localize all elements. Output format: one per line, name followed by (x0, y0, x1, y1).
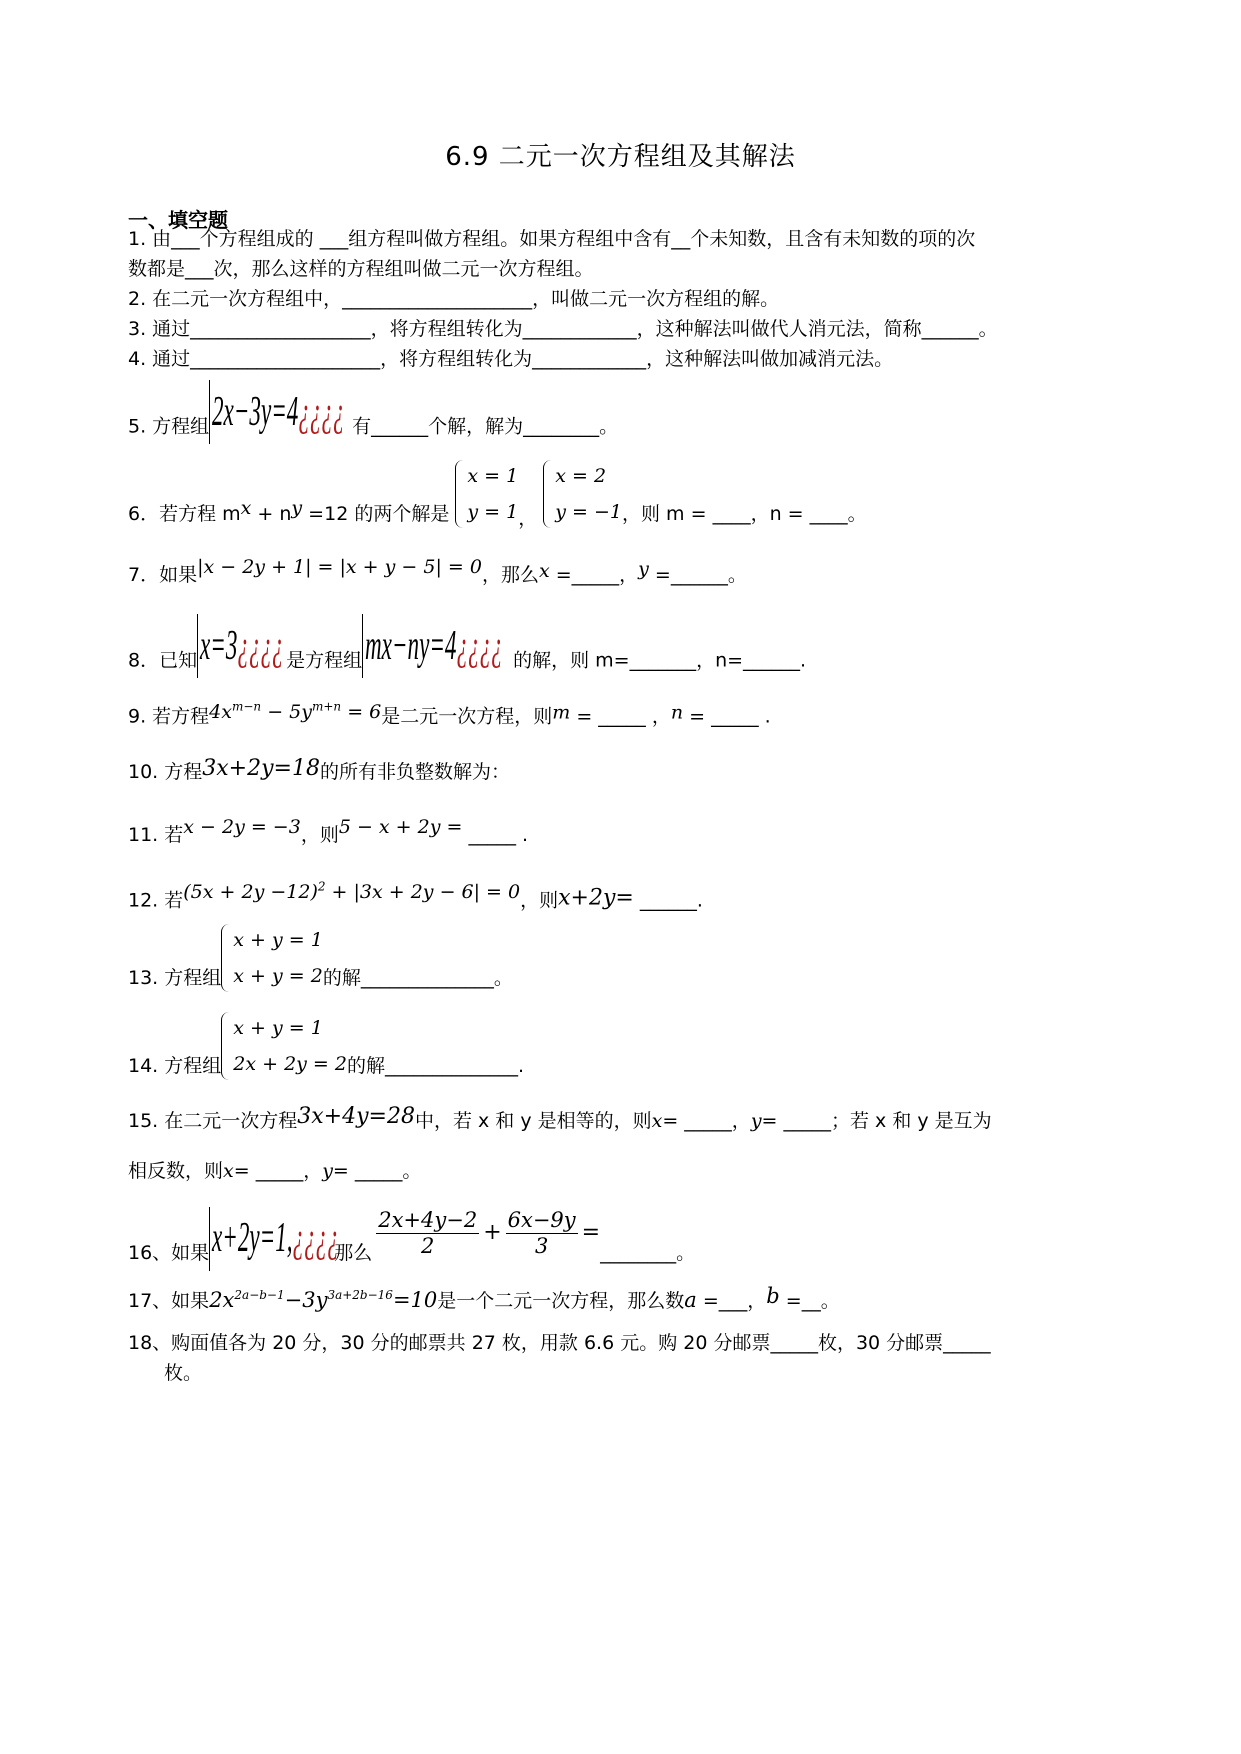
question-13-system: x + y = 1 x + y = 2 (221, 922, 323, 994)
question-3: 3. 通过___________________，将方程组转化为____________，这种解法叫做代人消元法，简称______。 (128, 318, 998, 340)
question-17: 17、如果$2x^{2a-b-1}-3y^{3a+2b-16}=10$是一个二元一次方程，那么数a =___，b =__。 (128, 1284, 840, 1312)
brace-icon (455, 460, 464, 528)
question-4: 4. 通过____________________，将方程组转化为____________，这种解法叫做加减消元法。 (128, 348, 894, 370)
question-5-suffix: 有______个解，解为________。 (352, 415, 619, 438)
question-6: 6．若方程 mx + ny =12 的两个解是 x = 1 y = 1 ， x = 2 y = −1 ，则 m = ____，n = ____。 (128, 458, 867, 530)
question-10-equation: 3x+2y=18 (202, 756, 320, 781)
question-16-equation: x+2y=1,¿¿¿¿ (212, 1215, 339, 1262)
question-2: 2. 在二元一次方程组中，____________________，叫做二元一次方程组的解。 (128, 288, 780, 310)
question-6-prefix: 6．若方程 mx + ny =12 的两个解是 (128, 497, 450, 526)
question-13: 13. 方程组 x + y = 1 x + y = 2 的解______________。 (128, 922, 513, 994)
question-8-equation-2: mx−ny=4¿¿¿¿ (365, 622, 503, 669)
question-9: 9. 若方程$4x^{m-n} - 5y^{m+n} = 6$是二元一次方程，则m = _____ ，n = _____ . (128, 700, 771, 728)
question-1-line-1: 1. 由___个方程组成的 ___组方程叫做方程组。如果方程组中含有__个未知数，且含有未知数的项的次 (128, 228, 976, 250)
question-17-expression: $2x^{2a-b-1}-3y^{3a+2b-16}=10$ (209, 1288, 438, 1312)
question-12: 12. 若$(5x + 2y -12)^2 + |3x + 2y - 6| = 0$，则x+2y= ______. (128, 880, 703, 912)
question-7: 7．如果|x − 2y + 1| = |x + y − 5| = 0，那么x =_____，y =______。 (128, 556, 747, 586)
fraction-2: $\frac{6x-9y}{3}$ (507, 1207, 576, 1258)
question-12-expression: $(5x + 2y -12)^2 + |3x + 2y - 6| = 0$ (183, 880, 521, 904)
question-14: 14. 方程组 x + y = 1 2x + 2y = 2 的解______________. (128, 1010, 524, 1082)
question-15-line-2: 相反数，则x= _____，y= _____。 (128, 1160, 422, 1182)
question-5-prefix: 5. 方程组 (128, 415, 210, 438)
question-15-line-1: 15. 在二元一次方程3x+4y=28中，若 x 和 y 是相等的，则x= _____，y= _____；若 x 和 y 是互为 (128, 1104, 992, 1132)
brace-icon (221, 1012, 230, 1080)
question-6-suffix: ，则 m = ____，n = ____。 (622, 503, 867, 526)
solution-system-1: x = 1 y = 1 (455, 458, 518, 530)
question-1-line-2: 数都是___次，那么这样的方程组叫做二元一次方程组。 (128, 258, 594, 280)
brace-icon (209, 1207, 210, 1271)
question-18-line-1: 18、购面值各为 20 分，30 分的邮票共 27 枚，用款 6.6 元。购 20 分邮票_____枚，30 分邮票_____ (128, 1332, 991, 1354)
garbled-text: ¿¿¿¿ (298, 388, 345, 435)
solution-system-2: x = 2 y = −1 (543, 458, 622, 530)
question-10: 10. 方程3x+2y=18的所有非负整数解为： (128, 756, 510, 783)
question-16: 16、如果x+2y=1,¿¿¿¿那么 $\frac{2x+4y-2}{2}$ + $\frac{6x-9y}{3}$ =________。 (128, 1220, 695, 1271)
page-title: 6.9 二元一次方程组及其解法 (445, 142, 796, 172)
question-18-line-2: 枚。 (164, 1362, 203, 1384)
brace-icon (197, 614, 198, 678)
brace-icon (221, 924, 230, 992)
brace-icon (209, 380, 210, 444)
question-8: 8．已知x=3¿¿¿¿ 是方程组mx−ny=4¿¿¿¿ 的解，则 m=_______，n=______. (128, 644, 806, 678)
question-8-equation-1: x=3¿¿¿¿ (200, 622, 284, 669)
section-heading: 一、填空题 (128, 208, 228, 232)
question-7-expression: |x − 2y + 1| = |x + y − 5| = 0 (197, 556, 482, 578)
question-11: 11. 若x − 2y = −3，则5 − x + 2y = _____ . (128, 816, 529, 846)
fraction-1: $\frac{2x+4y-2}{2}$ (378, 1207, 478, 1258)
question-14-system: x + y = 1 2x + 2y = 2 (221, 1010, 347, 1082)
question-9-expression: $4x^{m-n} - 5y^{m+n} = 6$ (209, 700, 382, 724)
question-5-equation: 2x−3y=4¿¿¿¿ (212, 388, 345, 435)
question-5 (128, 388, 619, 444)
brace-icon (362, 614, 363, 678)
brace-icon (543, 460, 552, 528)
